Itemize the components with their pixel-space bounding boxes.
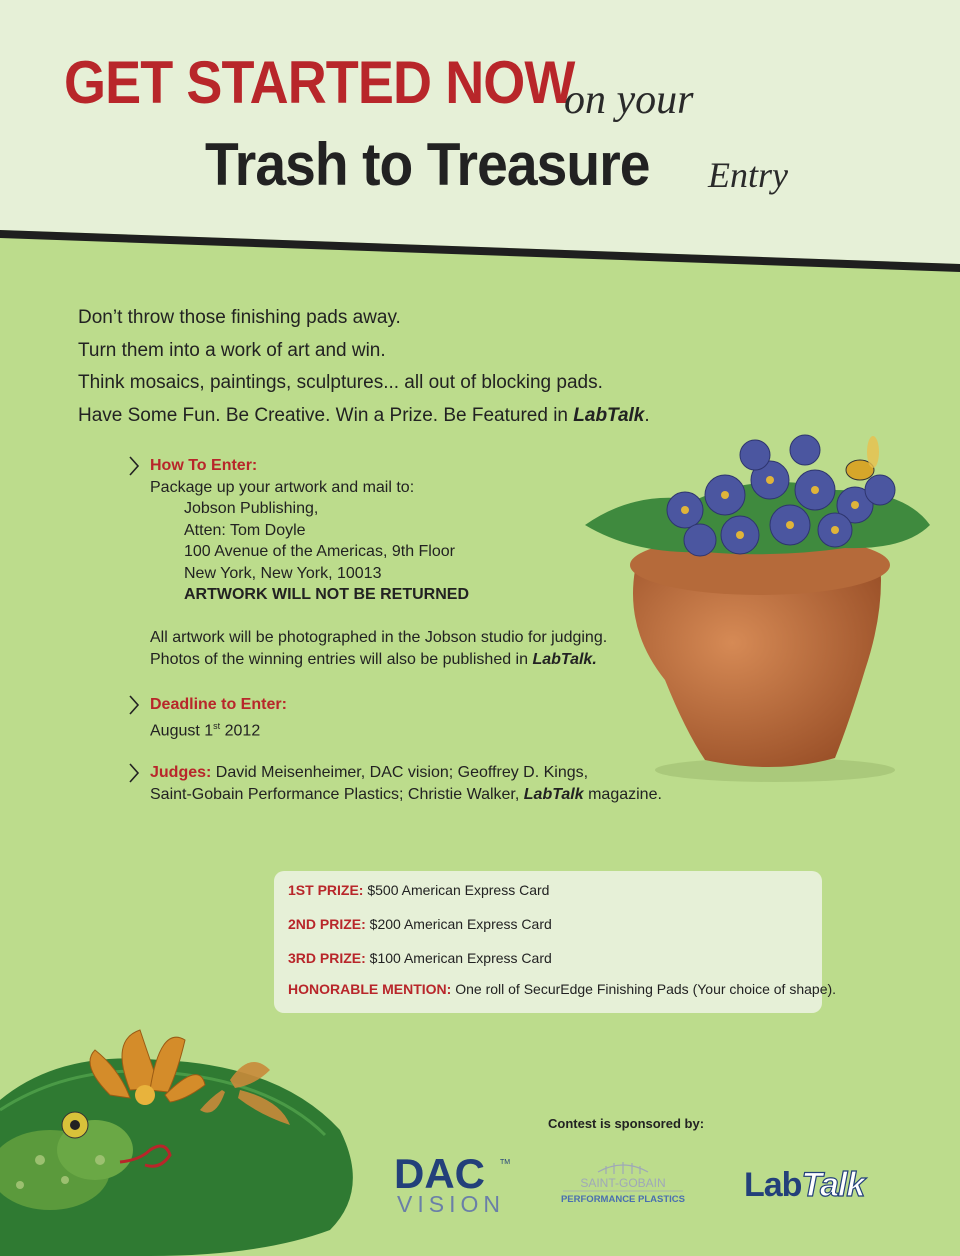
labtalk-logo xyxy=(742,1160,865,1205)
sponsor-label: Contest is sponsored by: xyxy=(548,1116,705,1131)
prize-label: HONORABLE MENTION: xyxy=(288,981,452,997)
deadline-date-year: 2012 xyxy=(220,721,261,739)
dac-vision-logo xyxy=(394,1150,514,1220)
chevron-right-icon xyxy=(128,455,140,477)
intro-text xyxy=(78,302,650,432)
deadline-date-ordinal: st xyxy=(213,720,221,731)
address-line: 100 Avenue of the Americas, 9th Floor xyxy=(184,543,455,560)
prize-value: One roll of SecurEdge Finishing Pads (Your choice of shape). xyxy=(451,981,837,997)
judges-heading: Judges: xyxy=(150,764,212,781)
chevron-right-icon xyxy=(128,762,140,784)
dac-logo-tm: TM xyxy=(500,1159,511,1166)
address-line: New York, New York, 10013 xyxy=(184,564,382,582)
judges-text: David Meisenheimer, DAC vision; Geoffrey D. Kings, xyxy=(211,764,589,781)
flower-pot-artwork xyxy=(575,430,945,790)
intro-line xyxy=(78,400,650,433)
address-line: Atten: Tom Doyle xyxy=(184,521,306,539)
mail-instruction: Package up your artwork and mail to: xyxy=(150,478,415,496)
dac-logo-vision: VISION xyxy=(397,1191,505,1217)
headline-trash-to-treasure: Trash to Treasure xyxy=(205,131,650,198)
intro-line4-end: . xyxy=(644,404,650,426)
publishing-note-text: Photos of the winning entries will also be published in xyxy=(150,650,533,668)
prize-label: 2ND PRIZE: xyxy=(288,916,366,932)
headline-on-your: on your xyxy=(564,77,694,123)
publishing-note xyxy=(150,649,607,671)
deadline-date-text: August 1 xyxy=(150,721,214,739)
intro-line4-text: Have Some Fun. Be Creative. Win a Prize. Be Featured in xyxy=(78,404,574,426)
deadline-heading: Deadline to Enter: xyxy=(150,696,287,713)
prize-row xyxy=(288,882,549,898)
intro-line: Don’t throw those finishing pads away. xyxy=(78,307,401,328)
headline-line-1 xyxy=(64,48,694,123)
not-returned-notice: ARTWORK WILL NOT BE RETURNED xyxy=(184,586,470,603)
judging-note: All artwork will be photographed in the Jobson studio for judging. xyxy=(150,629,608,646)
svg-text:LabTalk xyxy=(744,1166,867,1204)
address-line: Jobson Publishing, xyxy=(184,500,319,517)
how-to-enter-section xyxy=(128,455,607,670)
labtalk-brand: LabTalk xyxy=(573,404,645,426)
headline-entry: Entry xyxy=(708,155,788,195)
chevron-right-icon xyxy=(128,694,140,716)
prize-list xyxy=(274,871,837,1013)
performance-plastics-text: PERFORMANCE PLASTICS xyxy=(560,1194,686,1205)
labtalk-logo-lab: Lab xyxy=(744,1166,802,1204)
headline-get-started: GET STARTED NOW xyxy=(64,49,575,116)
prize-value: $200 American Express Card xyxy=(365,916,552,932)
saint-gobain-logo xyxy=(558,1160,688,1210)
judges-text-end: magazine. xyxy=(583,785,662,803)
dac-logo-text: DAC xyxy=(394,1150,485,1197)
intro-line: Think mosaics, paintings, sculptures... all out of blocking pads. xyxy=(78,372,603,393)
deadline-date xyxy=(150,716,287,742)
deadline-section xyxy=(128,694,287,741)
intro-line: Turn them into a work of art and win. xyxy=(78,339,386,361)
saint-gobain-text: SAINT-GOBAIN xyxy=(580,1176,666,1190)
headline-line-2 xyxy=(205,130,788,199)
prize-label: 1ST PRIZE: xyxy=(288,882,364,898)
labtalk-logo-talk: Talk xyxy=(801,1166,865,1204)
frog-lily-pad-artwork xyxy=(0,1010,370,1256)
prize-value: $100 American Express Card xyxy=(365,950,552,966)
prize-label: 3RD PRIZE: xyxy=(288,950,366,966)
prize-value: $500 American Express Card xyxy=(363,882,550,898)
labtalk-brand: LabTalk. xyxy=(532,650,597,668)
how-to-enter-heading: How To Enter: xyxy=(150,457,258,474)
prize-row xyxy=(288,950,552,966)
prize-row xyxy=(288,916,552,932)
mailing-address xyxy=(184,498,607,606)
prize-row xyxy=(288,981,836,997)
labtalk-brand: LabTalk xyxy=(523,785,584,803)
judges-text: Saint-Gobain Performance Plastics; Christie Walker, xyxy=(150,785,524,803)
